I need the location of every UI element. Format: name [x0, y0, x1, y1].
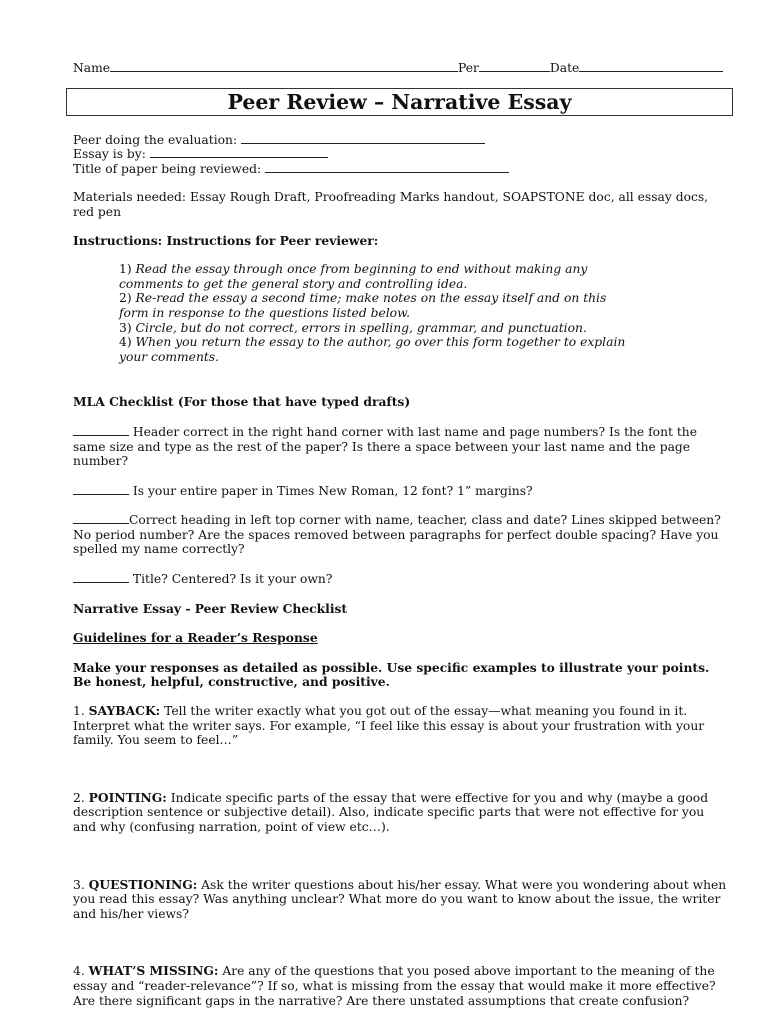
evaluator-blank[interactable]	[241, 133, 485, 144]
mla-item: Header correct in the right hand corner with last name and page numbers? Is the font the same size and type as the rest of the paper? Is there a space between your last name and the page number?	[73, 424, 697, 469]
questioning-section: 3. QUESTIONING: Ask the writer questions about his/her essay. What were you wondering about when you read this essay? Was anything unclear? What more do you want to know about the issue, the writer and his/her views?	[73, 876, 727, 921]
per-label: Per	[458, 61, 479, 75]
essay-by-blank[interactable]	[150, 147, 328, 158]
paper-title-label: Title of paper being reviewed:	[73, 161, 262, 176]
check-blank[interactable]	[73, 425, 129, 436]
materials-text: Materials needed: Essay Rough Draft, Proofreading Marks handout, SOAPSTONE doc, all essay docs, red pen	[73, 190, 709, 219]
essay-by-label: Essay is by:	[73, 147, 146, 162]
pointing-section: 2. POINTING: Indicate specific parts of the essay that were effective for you and why (maybe a good description sentence or subjective detail). Also, indicate specific parts that were not effective for you and why (confusing narration, point of view etc…).	[73, 789, 709, 834]
per-blank[interactable]	[479, 60, 550, 72]
guidelines-heading: Guidelines for a Reader’s Response	[73, 630, 318, 646]
mla-item: Title? Centered? Is it your own?	[73, 572, 728, 587]
date-label: Date	[549, 61, 580, 75]
check-blank[interactable]	[73, 572, 129, 583]
instructions-list	[119, 262, 639, 364]
name-label: Name	[73, 61, 111, 75]
instruction-item: 4) When you return the essay to the author, go over this form together to explain your comments.	[119, 335, 626, 364]
mla-item: Correct heading in left top corner with name, teacher, class and date? Lines skipped between? No period number? Are the spaces removed between paragraphs for perfect double spacing? Have you spelled my name correctly?	[73, 513, 721, 557]
mla-heading: MLA Checklist (For those that have typed drafts)	[73, 394, 411, 410]
instruction-item: 3) Circle, but do not correct, errors in spelling, grammar, and punctuation.	[119, 320, 587, 335]
instructions-heading: Instructions: Instructions for Peer reviewer:	[73, 232, 379, 248]
name-blank[interactable]	[110, 60, 458, 72]
checklist-heading: Narrative Essay - Peer Review Checklist	[73, 600, 348, 616]
review-fields	[73, 133, 728, 177]
page-title: Peer Review – Narrative Essay	[227, 89, 572, 114]
paper-title-blank[interactable]	[265, 162, 509, 173]
guidelines-intro: Make your responses as detailed as possible. Use specific examples to illustrate your points. Be honest, helpful, constructive, and positive.	[73, 659, 710, 690]
check-blank[interactable]	[73, 513, 129, 524]
whats-missing-section: 4. WHAT’S MISSING: Are any of the questions that you posed above important to the meaning of the essay and “reader-relevance”? If so, what is missing from the essay that would make it more effective? Are there significant gaps in the narrative? Are there unstated assumptions that create confusion?	[73, 963, 716, 1008]
student-header	[73, 60, 728, 76]
date-blank[interactable]	[579, 60, 723, 72]
instruction-item: 1) Read the essay through once from beginning to end without making any comments to get the general story and controlling idea.	[119, 262, 588, 291]
worksheet	[73, 60, 728, 1008]
instruction-item: 2) Re-read the essay a second time; make notes on the essay itself and on this form in response to the questions listed below.	[119, 291, 607, 320]
mla-item: Is your entire paper in Times New Roman, 12 font? 1” margins?	[73, 484, 728, 499]
sayback-section: 1. SAYBACK: Tell the writer exactly what you got out of the essay—what meaning you found in it. Interpret what the writer says. For example, “I feel like this essay is about your frustration with your family. You seem to feel…”	[73, 703, 705, 748]
title-box	[66, 88, 733, 116]
evaluator-label: Peer doing the evaluation:	[73, 132, 238, 147]
check-blank[interactable]	[73, 484, 129, 495]
